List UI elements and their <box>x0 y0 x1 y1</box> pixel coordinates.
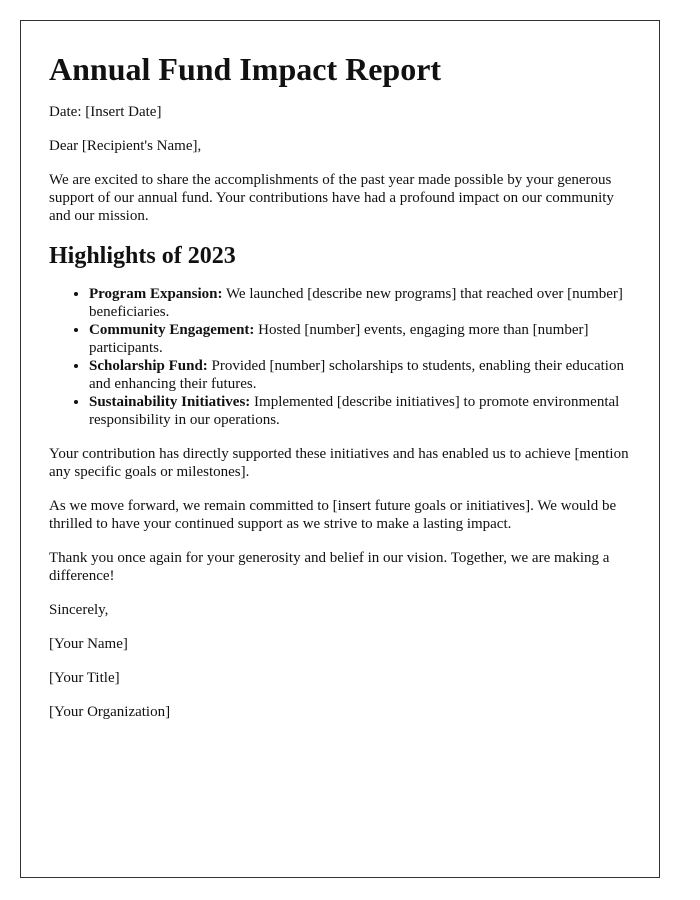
highlights-list <box>49 285 631 429</box>
signature-organization: [Your Organization] <box>49 704 171 720</box>
signature-title: [Your Title] <box>49 670 120 686</box>
highlight-text: We launched [describe new programs] that reached over [number] beneficiaries. <box>89 286 623 320</box>
highlight-label: Program Expansion: <box>89 286 223 302</box>
highlight-label: Community Engagement: <box>89 322 255 338</box>
highlight-item <box>89 357 631 393</box>
highlight-text: Hosted [number] events, engaging more than [number] participants. <box>89 322 589 356</box>
intro-paragraph: We are excited to share the accomplishments of the past year made possible by your generous support of our annual fund. Your contributions have had a profound impact on our community and our mission. <box>49 172 614 224</box>
highlight-text: Implemented [describe initiatives] to promote environmental responsibility in our operations. <box>89 394 620 428</box>
greeting: Dear [Recipient's Name], <box>49 138 202 154</box>
report-title: Annual Fund Impact Report <box>49 51 442 87</box>
highlight-label: Sustainability Initiatives: <box>89 394 251 410</box>
future-paragraph: As we move forward, we remain committed to [insert future goals or initiatives]. We would be thrilled to have your continued support as we strive to make a lasting impact. <box>49 498 617 532</box>
date-line: Date: [Insert Date] <box>49 104 162 120</box>
thanks-paragraph: Thank you once again for your generosity and belief in our vision. Together, we are making a difference! <box>49 550 610 584</box>
highlight-label: Scholarship Fund: <box>89 358 208 374</box>
highlights-heading: Highlights of 2023 <box>49 243 236 269</box>
letter-page <box>20 20 660 878</box>
signature-name: [Your Name] <box>49 636 128 652</box>
highlight-item <box>89 285 631 321</box>
highlight-item <box>89 393 631 429</box>
highlight-text: Provided [number] scholarships to students, enabling their education and enhancing their futures. <box>89 358 624 392</box>
support-paragraph: Your contribution has directly supported these initiatives and has enabled us to achieve [mention any specific goals or milestones]. <box>49 446 629 480</box>
highlight-item <box>89 321 631 357</box>
closing: Sincerely, <box>49 602 109 618</box>
